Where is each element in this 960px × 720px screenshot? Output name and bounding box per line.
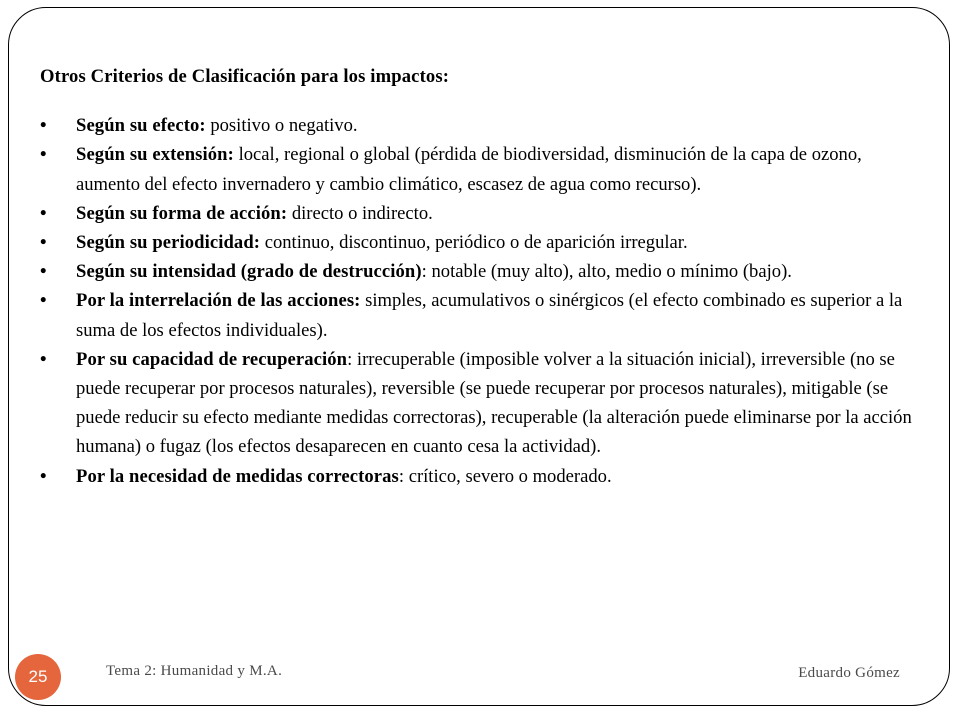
criterion-text: local, regional o global (pérdida de biodiversidad, disminución de la capa de ozono, aumento del efecto invernadero y cambio climático, escasez de agua como recurso). xyxy=(76,144,862,195)
criterion-term: Según su extensión: xyxy=(76,144,234,166)
bullet-icon: • xyxy=(40,348,47,370)
bullet-icon: • xyxy=(40,465,47,487)
footer-topic: Tema 2: Humanidad y M.A. xyxy=(106,663,283,679)
list-item xyxy=(40,140,920,198)
bullet-icon: • xyxy=(40,290,47,312)
criteria-list xyxy=(40,111,920,491)
list-item xyxy=(40,257,920,286)
bullet-icon: • xyxy=(40,261,47,283)
list-item xyxy=(40,286,920,344)
slide-heading: Otros Criterios de Clasificación para los impactos: xyxy=(40,66,450,87)
list-item xyxy=(40,345,920,462)
criterion-text: simples, acumulativos o sinérgicos (el efecto combinado es superior a la suma de los efectos individuales). xyxy=(76,290,903,341)
criterion-text: : notable (muy alto), alto, medio o mínimo (bajo). xyxy=(421,261,792,283)
list-item xyxy=(40,462,920,491)
slide-content xyxy=(40,62,920,491)
criterion-term: Según su efecto: xyxy=(76,115,206,137)
criterion-text: directo o indirecto. xyxy=(287,202,433,224)
criterion-text: positivo o negativo. xyxy=(205,115,358,137)
criterion-text: continuo, discontinuo, periódico o de aparición irregular. xyxy=(260,232,688,254)
footer-author: Eduardo Gómez xyxy=(798,665,900,681)
bullet-icon: • xyxy=(40,202,47,224)
criterion-term: Por la interrelación de las acciones: xyxy=(76,290,361,312)
criterion-term: Según su periodicidad: xyxy=(76,232,261,254)
criterion-term: Según su intensidad (grado de destrucción) xyxy=(76,261,422,283)
list-item xyxy=(40,228,920,257)
criterion-term: Por su capacidad de recuperación xyxy=(76,348,348,370)
page-number-badge: 25 xyxy=(16,655,60,699)
criterion-term: Por la necesidad de medidas correctoras xyxy=(76,465,399,487)
criterion-term: Según su forma de acción: xyxy=(76,202,288,224)
list-item xyxy=(40,111,920,140)
criterion-text: : irrecuperable (imposible volver a la situación inicial), irreversible (no se puede recuperar por procesos naturales), reversible (se puede recuperar por procesos naturales), mitigable (se puede reducir su efecto mediante medidas correctoras), recuperable (la alteración puede eliminarse por la acción humana) o fugaz (los efectos desaparecen en cuanto cesa la actividad). xyxy=(76,348,912,458)
list-item xyxy=(40,199,920,228)
bullet-icon: • xyxy=(40,232,47,254)
criterion-text: : crítico, severo o moderado. xyxy=(398,465,612,487)
bullet-icon: • xyxy=(40,115,47,137)
bullet-icon: • xyxy=(40,144,47,166)
